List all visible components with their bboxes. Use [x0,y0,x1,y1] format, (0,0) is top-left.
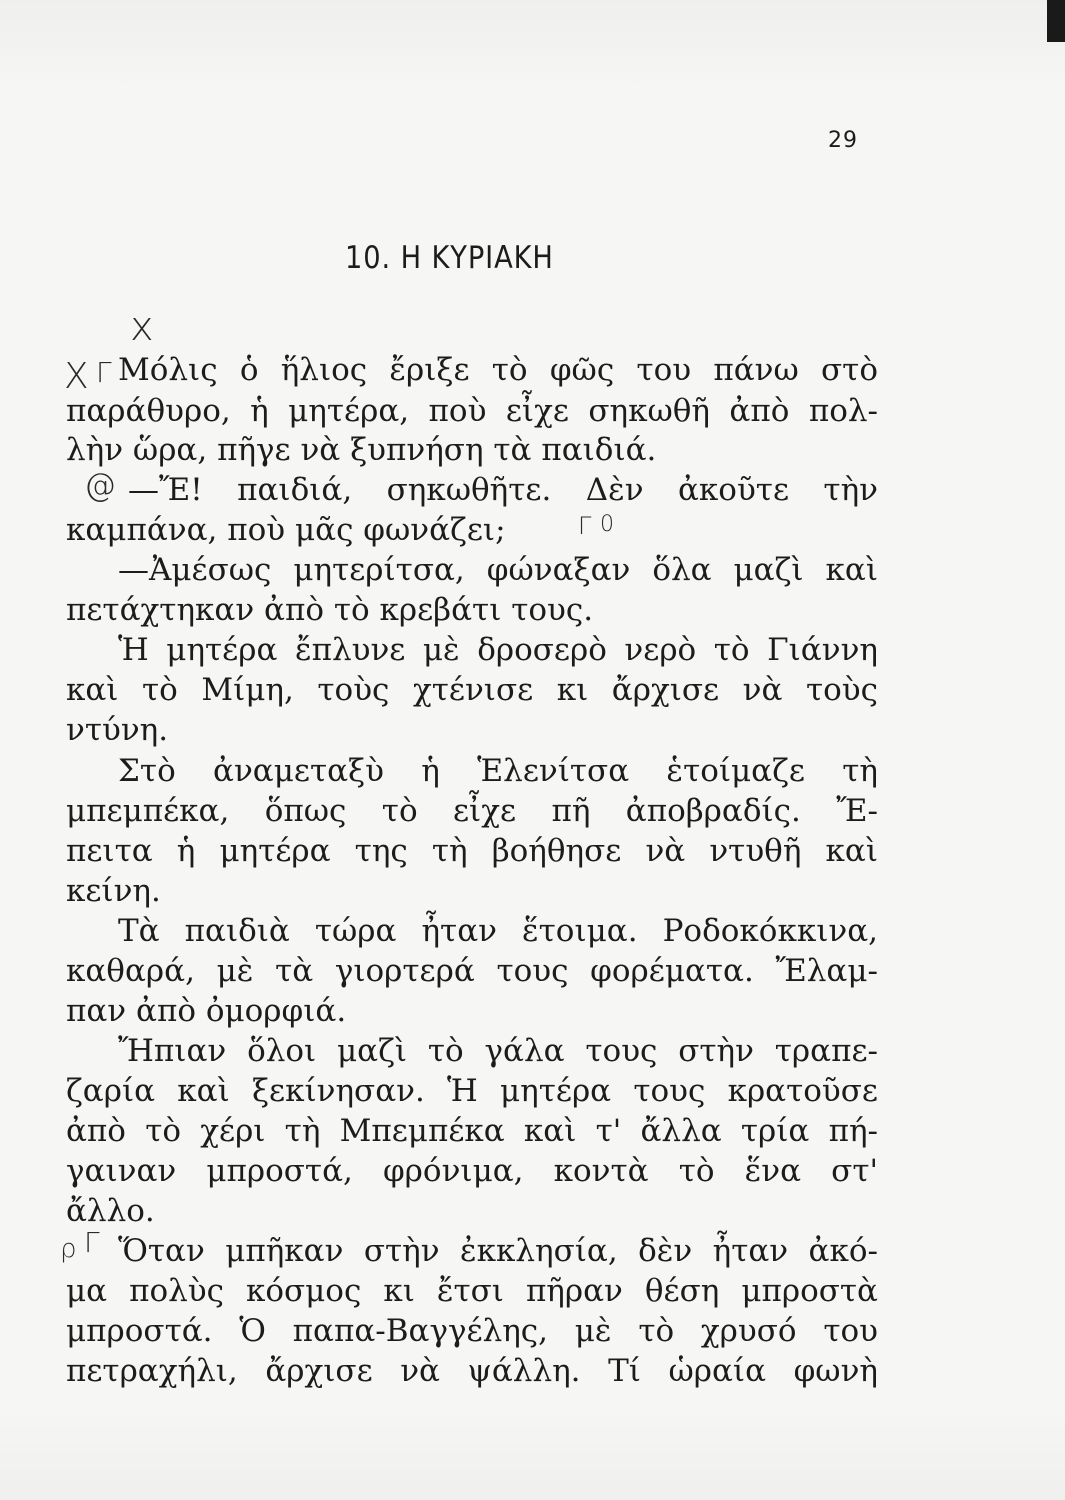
text-line: Τὰ παιδιὰ τώρα ἦταν ἕτοιμα. Ροδοκόκκινα, [118,913,878,949]
pencil-circle-mark: @ [84,466,116,504]
text-line: Μόλις ὁ ἥλιος ἔριξε τὸ φῶς του πάνω στὸ [118,352,878,388]
pencil-bracket-2: Γ [578,512,592,540]
text-line: Ἡ μητέρα ἔπλυνε μὲ δροσερὸ νερὸ τὸ Γιάννη [118,632,878,668]
text-line: Ἤπιαν ὅλοι μαζὶ τὸ γάλα τους στὴν τραπε- [118,1033,878,1069]
text-line: παν ἀπὸ ὀμορφιά. [66,993,347,1029]
scan-edge [1047,0,1065,42]
text-line: ἀπὸ τὸ χέρι τὴ Μπεμπέκα καὶ τ' ἄλλα τρία πή- [66,1113,878,1149]
text-line: —Ἀμέσως μητερίτσα, φώναξαν ὅλα μαζὶ καὶ [118,552,878,588]
pencil-bracket-1: Γ [96,356,112,389]
text-line: μα πολὺς κόσμος κι ἔτσι πῆραν θέση μπροστὰ [66,1273,878,1309]
text-line: καμπάνα, ποὺ μᾶς φωνάζει; [66,512,506,548]
text-line: ἄλλο. [66,1193,155,1229]
text-line: λὴν ὥρα, πῆγε νὰ ξυπνήση τὰ παιδιά. [66,432,657,468]
pencil-circle-3: ρ [60,1234,77,1264]
text-line: γαιναν μπροστά, φρόνιμα, κοντὰ τὸ ἕνα στ' [66,1153,878,1189]
text-line: καθαρά, μὲ τὰ γιορτερά τους φορέματα. Ἔλαμ- [66,953,878,989]
text-line: πετάχτηκαν ἀπὸ τὸ κρεβάτι τους. [66,592,594,628]
text-line: ζαρία καὶ ξεκίνησαν. Ἡ μητέρα τους κρατοῦσε [66,1073,878,1109]
pencil-circle-small: 0 [600,512,614,537]
text-line: Ὅταν μπῆκαν στὴν ἐκκλησία, δὲν ἦταν ἀκό- [118,1233,878,1269]
text-line: πειτα ἡ μητέρα της τὴ βοήθησε νὰ ντυθῆ καὶ [66,833,878,869]
text-line: ντύνη. [66,712,169,748]
text-line: —Ἔ! παιδιά, σηκωθῆτε. Δὲν ἀκοῦτε τὴν [128,472,878,508]
chapter-title: 10. Η ΚΥΡΙΑΚΗ [345,240,554,276]
page-number: 29 [828,128,858,153]
text-line: κείνη. [66,873,161,909]
pencil-margin-x: X [64,356,89,397]
pencil-x-mark: x [130,304,154,350]
text-line: Στὸ ἀναμεταξὺ ἡ Ἑλενίτσα ἑτοίμαζε τὴ [118,753,878,789]
text-line: παράθυρο, ἡ μητέρα, ποὺ εἶχε σηκωθῆ ἀπὸ πολ- [66,393,878,429]
pencil-bracket-3: Γ [84,1226,100,1259]
text-line: πετραχήλι, ἄρχισε νὰ ψάλλη. Τί ὡραία φωνὴ [66,1353,878,1389]
text-line: καὶ τὸ Μίμη, τοὺς χτένισε κι ἄρχισε νὰ τοὺς [66,672,878,708]
text-line: μπεμπέκα, ὅπως τὸ εἶχε πῆ ἀποβραδίς. Ἔ- [66,793,878,829]
text-line: μπροστά. Ὁ παπα-Βαγγέλης, μὲ τὸ χρυσό του [66,1313,878,1349]
